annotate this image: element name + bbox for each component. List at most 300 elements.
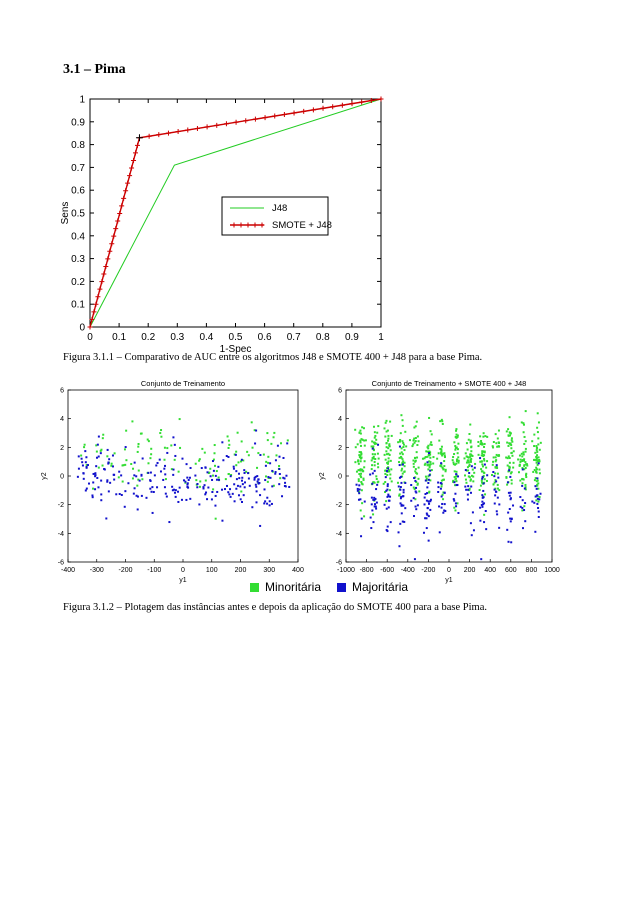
- majority-point: [471, 534, 473, 536]
- minority-point: [430, 463, 432, 465]
- minority-point: [287, 439, 289, 441]
- minority-point: [373, 442, 375, 444]
- x-tick-label: -200: [118, 567, 133, 574]
- majority-point: [190, 467, 192, 469]
- majority-point: [232, 493, 234, 495]
- minority-point: [539, 496, 541, 498]
- majority-point: [100, 499, 102, 501]
- minority-point: [384, 454, 386, 456]
- minority-point: [531, 440, 533, 442]
- majority-point: [372, 472, 374, 474]
- majority-point: [387, 483, 389, 485]
- majority-point: [429, 509, 431, 511]
- majority-point: [275, 459, 277, 461]
- majority-point: [258, 478, 260, 480]
- majority-point: [98, 456, 100, 458]
- majority-point: [162, 479, 164, 481]
- majority-point: [439, 531, 441, 533]
- y-tick-label: 0.8: [71, 140, 85, 152]
- majority-point: [399, 464, 401, 466]
- majority-point: [537, 507, 539, 509]
- majority-point: [175, 496, 177, 498]
- minority-point: [377, 463, 379, 465]
- y-tick-label: 0.5: [71, 208, 85, 220]
- minority-point: [122, 481, 124, 483]
- y-tick-label: -6: [57, 559, 64, 567]
- minority-point: [402, 453, 404, 455]
- majority-point: [145, 497, 147, 499]
- majority-point: [465, 489, 467, 491]
- majority-point: [204, 466, 206, 468]
- minority-point: [208, 472, 210, 474]
- majority-point: [255, 501, 257, 503]
- majority-point: [427, 461, 429, 463]
- majority-legend-label: Majoritária: [352, 580, 409, 594]
- majority-point: [427, 507, 429, 509]
- majority-point: [85, 461, 87, 463]
- minority-point: [474, 463, 476, 465]
- majority-point: [479, 520, 481, 522]
- minority-point: [385, 450, 387, 452]
- minority-point: [124, 464, 126, 466]
- minority-point: [511, 437, 513, 439]
- majority-point: [84, 450, 86, 452]
- minority-point: [443, 468, 445, 470]
- majority-point: [240, 498, 242, 500]
- majority-point: [509, 495, 511, 497]
- minority-point: [525, 440, 527, 442]
- majority-point: [386, 489, 388, 491]
- majority-point: [147, 472, 149, 474]
- majority-point: [483, 482, 485, 484]
- minority-point: [523, 431, 525, 433]
- minority-point: [246, 451, 248, 453]
- majority-point: [237, 485, 239, 487]
- minority-point: [204, 452, 206, 454]
- majority-point: [508, 492, 510, 494]
- majority-point: [359, 489, 361, 491]
- minority-point: [248, 454, 250, 456]
- minority-point: [481, 452, 483, 454]
- majority-point: [266, 497, 268, 499]
- majority-point: [156, 486, 158, 488]
- majority-point: [386, 530, 388, 532]
- minority-point: [138, 443, 140, 445]
- majority-point: [186, 463, 188, 465]
- minority-point: [361, 438, 363, 440]
- minority-point: [479, 489, 481, 491]
- minority-point: [454, 476, 456, 478]
- y-axis-label: Sens: [60, 201, 71, 225]
- majority-point: [239, 485, 241, 487]
- minority-point: [228, 440, 230, 442]
- minority-point: [525, 474, 527, 476]
- majority-point: [358, 484, 360, 486]
- minority-point: [524, 436, 526, 438]
- majority-point: [538, 510, 540, 512]
- majority-point: [493, 475, 495, 477]
- minority-point: [418, 490, 420, 492]
- majority-point: [498, 527, 500, 529]
- minority-point: [457, 448, 459, 450]
- minority-point: [376, 478, 378, 480]
- minority-point: [540, 442, 542, 444]
- minority-point: [495, 442, 497, 444]
- majority-point: [241, 477, 243, 479]
- majority-point: [410, 484, 412, 486]
- majority-point: [426, 500, 428, 502]
- minority-point: [456, 437, 458, 439]
- minority-point: [397, 482, 399, 484]
- minority-point: [465, 479, 467, 481]
- minority-point: [495, 433, 497, 435]
- majority-point: [141, 495, 143, 497]
- majority-point: [483, 502, 485, 504]
- minority-point: [354, 461, 356, 463]
- majority-point: [471, 465, 473, 467]
- majority-point: [230, 496, 232, 498]
- majority-point: [398, 485, 400, 487]
- minority-point: [534, 452, 536, 454]
- majority-point: [157, 462, 159, 464]
- minority-point: [374, 437, 376, 439]
- minority-point: [404, 470, 406, 472]
- majority-point: [371, 497, 373, 499]
- minority-point: [403, 449, 405, 451]
- minority-point: [472, 469, 474, 471]
- x-tick-label: 0.7: [286, 332, 301, 343]
- minority-point: [432, 456, 434, 458]
- x-tick-label: 1: [378, 332, 384, 343]
- majority-point: [457, 512, 459, 514]
- minority-point: [453, 453, 455, 455]
- majority-point: [238, 494, 240, 496]
- minority-point: [456, 434, 458, 436]
- minority-point: [519, 461, 521, 463]
- majority-point: [264, 479, 266, 481]
- x-tick-label: 600: [504, 567, 517, 574]
- majority-point: [233, 468, 235, 470]
- minority-point: [84, 444, 86, 446]
- majority-point: [455, 502, 457, 504]
- minority-point: [374, 461, 376, 463]
- minority-point: [457, 443, 459, 445]
- minority-point: [401, 470, 403, 472]
- minority-point: [198, 460, 200, 462]
- minority-point: [372, 457, 374, 459]
- minority-point: [389, 489, 391, 491]
- majority-point: [497, 477, 499, 479]
- minority-point: [519, 480, 521, 482]
- minority-point: [477, 445, 479, 447]
- majority-point: [438, 486, 440, 488]
- minority-point: [402, 473, 404, 475]
- majority-point: [524, 488, 526, 490]
- majority-point: [78, 468, 80, 470]
- majority-point: [467, 494, 469, 496]
- majority-point: [235, 488, 237, 490]
- minority-point: [453, 441, 455, 443]
- minority-point: [241, 440, 243, 442]
- minority-point: [387, 463, 389, 465]
- minority-point: [266, 432, 268, 434]
- minority-point: [378, 458, 380, 460]
- minority-point: [361, 502, 363, 504]
- majority-point: [264, 500, 266, 502]
- minority-point: [484, 478, 486, 480]
- minority-point: [520, 459, 522, 461]
- majority-point: [509, 508, 511, 510]
- minority-point: [493, 441, 495, 443]
- minority-point: [481, 470, 483, 472]
- majority-point: [86, 488, 88, 490]
- majority-point: [241, 459, 243, 461]
- majority-point: [244, 472, 246, 474]
- majority-point: [288, 486, 290, 488]
- minority-point: [141, 478, 143, 480]
- minority-point: [397, 441, 399, 443]
- minority-point: [418, 467, 420, 469]
- minority-point: [212, 475, 214, 477]
- x-tick-label: 0: [447, 567, 451, 574]
- minority-point: [363, 427, 365, 429]
- majority-point: [473, 529, 475, 531]
- majority-point: [163, 468, 165, 470]
- majority-point: [361, 518, 363, 520]
- minority-point: [418, 440, 420, 442]
- minority-point: [417, 435, 419, 437]
- majority-point: [155, 464, 157, 466]
- majority-point: [414, 558, 416, 560]
- majority-point: [204, 484, 206, 486]
- majority-point: [235, 470, 237, 472]
- y-tick-label: 0: [79, 322, 85, 334]
- minority-point: [179, 418, 181, 420]
- majority-point: [109, 482, 111, 484]
- minority-point: [385, 442, 387, 444]
- minority-point: [401, 468, 403, 470]
- majority-point: [243, 469, 245, 471]
- minority-point: [390, 449, 392, 451]
- majority-point: [399, 446, 401, 448]
- minority-point: [425, 450, 427, 452]
- y-tick-label: 4: [60, 416, 64, 424]
- minority-point: [416, 421, 418, 423]
- minority-point: [465, 482, 467, 484]
- majority-point: [229, 488, 231, 490]
- minority-point: [279, 477, 281, 479]
- minority-point: [521, 453, 523, 455]
- majority-point: [364, 501, 366, 503]
- majority-point: [184, 481, 186, 483]
- majority-point: [174, 492, 176, 494]
- majority-point: [255, 486, 257, 488]
- minority-point: [361, 426, 363, 428]
- majority-point: [402, 505, 404, 507]
- minority-point: [469, 480, 471, 482]
- minority-point: [275, 454, 277, 456]
- minority-point: [478, 454, 480, 456]
- majority-point: [387, 468, 389, 470]
- majority-point: [248, 478, 250, 480]
- minority-point: [401, 447, 403, 449]
- minority-point: [199, 486, 201, 488]
- majority-point: [480, 558, 482, 560]
- majority-point: [536, 488, 538, 490]
- majority-point: [444, 503, 446, 505]
- majority-point: [216, 479, 218, 481]
- minority-point: [506, 430, 508, 432]
- x-tick-label: 800: [525, 567, 538, 574]
- minority-point: [403, 444, 405, 446]
- minority-point: [374, 458, 376, 460]
- minority-point: [508, 435, 510, 437]
- x-tick-label: -300: [89, 567, 104, 574]
- minority-point: [377, 481, 379, 483]
- minority-point: [359, 456, 361, 458]
- majority-point: [88, 483, 90, 485]
- minority-point: [372, 453, 374, 455]
- minority-point: [537, 443, 539, 445]
- majority-point: [398, 531, 400, 533]
- majority-point: [133, 493, 135, 495]
- minority-point: [454, 445, 456, 447]
- majority-point: [371, 509, 373, 511]
- minority-point: [228, 473, 230, 475]
- majority-point: [510, 541, 512, 543]
- minority-point: [401, 457, 403, 459]
- minority-point: [377, 453, 379, 455]
- majority-point: [403, 491, 405, 493]
- minority-point: [442, 494, 444, 496]
- minority-point: [445, 469, 447, 471]
- majority-point: [372, 448, 374, 450]
- majority-point: [172, 436, 174, 438]
- legend-j48-label: J48: [272, 203, 288, 214]
- minority-point: [430, 441, 432, 443]
- majority-point: [465, 469, 467, 471]
- minority-point: [265, 475, 267, 477]
- minority-point: [497, 488, 499, 490]
- majority-point: [221, 520, 223, 522]
- majority-point: [271, 470, 273, 472]
- minority-point: [467, 469, 469, 471]
- minority-point: [536, 451, 538, 453]
- majority-point: [399, 523, 401, 525]
- majority-point: [97, 444, 99, 446]
- minority-point: [96, 451, 98, 453]
- majority-point: [482, 476, 484, 478]
- minority-point: [387, 440, 389, 442]
- chart-title: Conjunto de Treinamento + SMOTE 400 + J48: [371, 379, 527, 388]
- minority-point: [507, 457, 509, 459]
- minority-point: [429, 461, 431, 463]
- minority-point: [505, 476, 507, 478]
- minority-point: [431, 444, 433, 446]
- minority-point: [526, 465, 528, 467]
- minority-point: [124, 448, 126, 450]
- minority-point: [455, 447, 457, 449]
- majority-point: [390, 521, 392, 523]
- minority-point: [453, 507, 455, 509]
- minority-point: [522, 478, 524, 480]
- majority-point: [479, 507, 481, 509]
- x-axis-label: y1: [445, 577, 453, 584]
- majority-point: [492, 471, 494, 473]
- majority-point: [185, 499, 187, 501]
- majority-point: [234, 500, 236, 502]
- minority-point: [170, 444, 172, 446]
- minority-point: [214, 444, 216, 446]
- scatter-chart-before: [0, 370, 320, 585]
- minority-point: [493, 456, 495, 458]
- minority-point: [235, 451, 237, 453]
- majority-point: [284, 477, 286, 479]
- minority-point: [199, 480, 201, 482]
- minority-point: [472, 480, 474, 482]
- majority-point: [285, 475, 287, 477]
- minority-point: [525, 448, 527, 450]
- majority-point: [198, 503, 200, 505]
- minority-point: [497, 473, 499, 475]
- minority-point: [452, 459, 454, 461]
- majority-point: [92, 496, 94, 498]
- minority-point: [534, 459, 536, 461]
- minority-point: [399, 493, 401, 495]
- minority-point: [214, 452, 216, 454]
- majority-point: [108, 490, 110, 492]
- majority-point: [386, 508, 388, 510]
- majority-point: [201, 467, 203, 469]
- minority-point: [136, 485, 138, 487]
- majority-point: [403, 521, 405, 523]
- minority-point: [468, 465, 470, 467]
- minority-point: [491, 474, 493, 476]
- majority-point: [479, 457, 481, 459]
- minority-point: [444, 454, 446, 456]
- x-tick-label: 0: [87, 332, 93, 343]
- minority-point: [106, 455, 108, 457]
- minority-point: [227, 435, 229, 437]
- majority-point: [284, 485, 286, 487]
- minority-point: [465, 452, 467, 454]
- majority-point: [440, 488, 442, 490]
- majority-point: [403, 489, 405, 491]
- minority-point: [205, 480, 207, 482]
- y-tick-label: 0.6: [71, 185, 85, 197]
- majority-point: [441, 507, 443, 509]
- majority-point: [259, 525, 261, 527]
- majority-point: [164, 486, 166, 488]
- minority-point: [455, 471, 457, 473]
- y-tick-label: 4: [338, 416, 342, 424]
- minority-point: [267, 462, 269, 464]
- majority-point: [401, 512, 403, 514]
- majority-point: [266, 503, 268, 505]
- majority-point: [96, 477, 98, 479]
- majority-point: [165, 493, 167, 495]
- minority-point: [442, 475, 444, 477]
- minority-point: [467, 449, 469, 451]
- majority-point: [177, 491, 179, 493]
- minority-point: [441, 446, 443, 448]
- minority-point: [412, 439, 414, 441]
- minority-point: [389, 477, 391, 479]
- minority-point: [483, 460, 485, 462]
- minority-point: [495, 467, 497, 469]
- minority-point: [375, 439, 377, 441]
- minority-point: [415, 425, 417, 427]
